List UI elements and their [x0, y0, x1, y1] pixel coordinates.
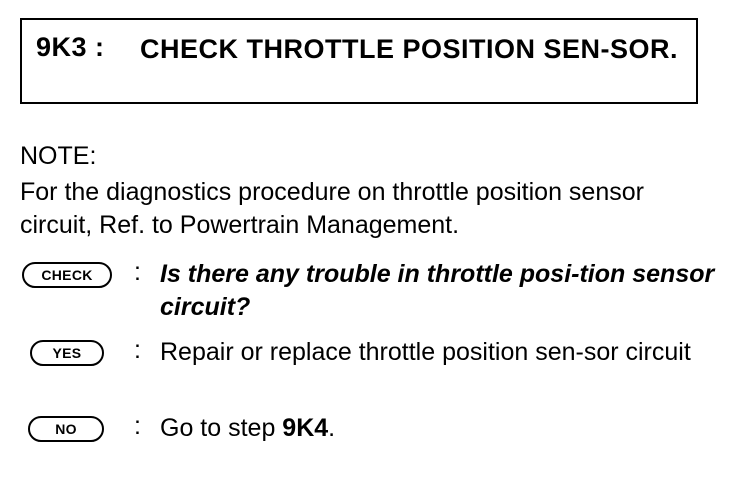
- note-label: NOTE:: [20, 142, 97, 170]
- yes-badge-icon: YES: [30, 340, 104, 366]
- step-title: CHECK THROTTLE POSITION SEN-SOR.: [140, 34, 679, 64]
- no-action-suffix: .: [328, 414, 336, 442]
- yes-action-text: Repair or replace throttle position sen-sor circuit: [160, 338, 691, 366]
- no-step-ref: 9K4: [282, 414, 329, 442]
- check-badge-icon: CHECK: [22, 262, 112, 288]
- yes-colon: :: [134, 336, 141, 364]
- check-colon: :: [134, 258, 141, 286]
- no-colon: :: [134, 412, 141, 440]
- note-text: For the diagnostics procedure on throttle position sensor circuit, Ref. to Powertrain Management.: [20, 178, 644, 239]
- check-question: Is there any trouble in throttle posi-tion sensor circuit?: [160, 260, 715, 321]
- no-badge-icon: NO: [28, 416, 104, 442]
- no-action-prefix: Go to step: [160, 414, 283, 442]
- step-number: 9K3 :: [36, 32, 105, 62]
- no-action-text: [160, 412, 725, 445]
- step-header-box: [20, 18, 698, 104]
